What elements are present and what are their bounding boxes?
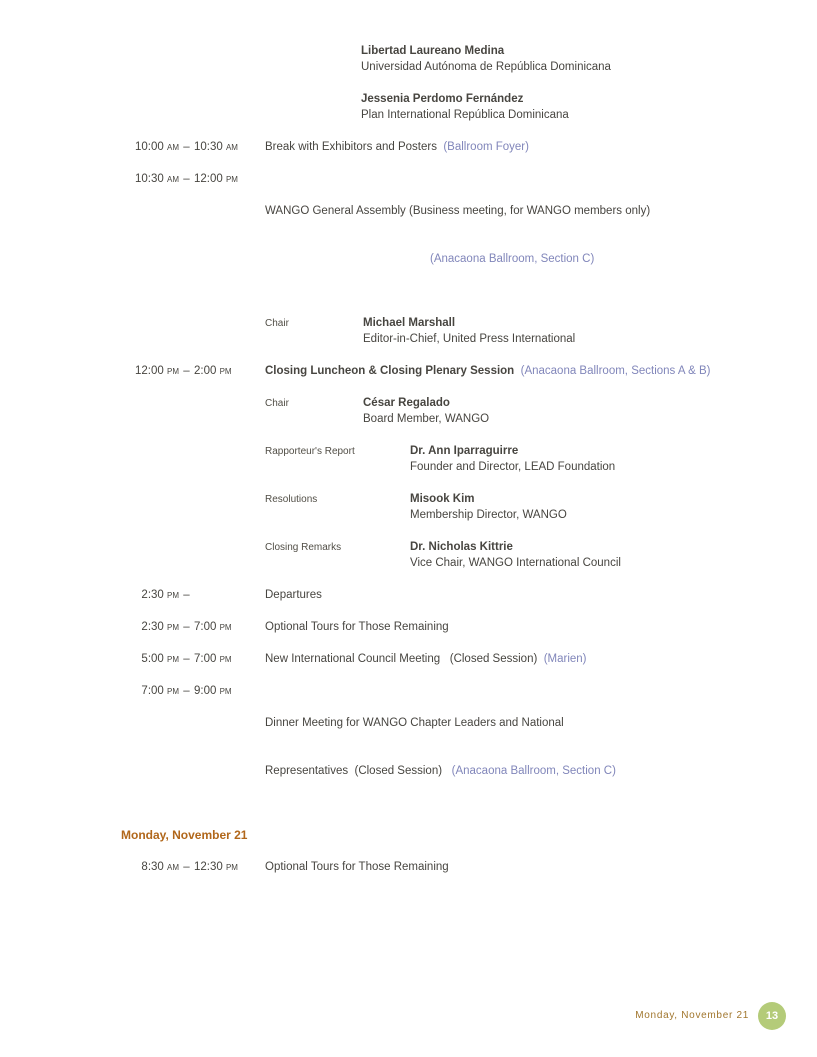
schedule-row [121, 651, 781, 667]
end-time: 2:00 pm [194, 365, 232, 377]
session-title: Dinner Meeting for WANGO Chapter Leaders and National [265, 717, 564, 729]
start-time: 10:30 am [135, 173, 179, 185]
schedule-row [121, 363, 781, 379]
time-range [121, 587, 265, 603]
time-range [121, 171, 265, 187]
person-affiliation: Vice Chair, WANGO International Council [410, 557, 621, 569]
speaker-affiliation: Plan International República Dominicana [361, 109, 569, 121]
session-title: WANGO General Assembly (Business meeting, for WANGO members only) [265, 205, 651, 217]
person-name: Dr. Ann Iparraguirre [410, 445, 519, 457]
time-dash: – [183, 685, 190, 697]
session-title: Closing Luncheon & Closing Plenary Session [265, 365, 521, 377]
person-affiliation: Founder and Director, LEAD Foundation [410, 461, 616, 473]
start-time: 2:30 pm [141, 621, 179, 633]
speaker-name: Jessenia Perdomo Fernández [361, 93, 524, 105]
end-time: 12:00 pm [194, 173, 238, 185]
role-person [410, 443, 615, 475]
session-body [265, 683, 781, 811]
person-affiliation: Membership Director, WANGO [410, 509, 567, 521]
end-time: 12:30 pm [194, 861, 238, 873]
session-role-entry [265, 395, 781, 427]
time-range [121, 651, 265, 667]
session-title-line [265, 363, 781, 379]
start-time: 2:30 pm [141, 589, 179, 601]
session-location: (Anacaona Ballroom, Sections A & B) [520, 365, 711, 377]
time-dash: – [183, 173, 190, 185]
schedule-row [121, 859, 781, 875]
session-body [265, 171, 781, 299]
role-person [363, 315, 575, 347]
session-title: Departures [265, 589, 322, 601]
time-dash: – [183, 589, 190, 601]
session-title: Optional Tours for Those Remaining [265, 861, 449, 873]
page-number: 13 [765, 1010, 779, 1022]
role-label: Closing Remarks [265, 542, 342, 553]
time-range [121, 139, 265, 155]
role-label: Chair [265, 398, 289, 409]
end-time: 10:30 am [194, 141, 238, 153]
role-person [410, 491, 567, 523]
end-time: 9:00 pm [194, 685, 232, 697]
time-range [121, 619, 265, 635]
time-dash: – [183, 365, 190, 377]
end-time: 7:00 pm [194, 653, 232, 665]
session-title-line [265, 651, 781, 667]
speaker-entry [361, 91, 781, 123]
schedule-row [121, 619, 781, 635]
time-dash: – [183, 141, 190, 153]
start-time: 10:00 am [135, 141, 179, 153]
time-range [121, 683, 265, 699]
time-range [121, 363, 265, 379]
session-role-entry [265, 539, 781, 571]
session-title: Break with Exhibitors and Posters [265, 141, 444, 153]
page-content [121, 43, 781, 891]
time-dash: – [183, 621, 190, 633]
session-title: New International Council Meeting (Closed Session) [265, 653, 544, 665]
end-time: 7:00 pm [194, 621, 232, 633]
session-location: (Anacaona Ballroom, Section C) [451, 765, 616, 777]
person-affiliation: Board Member, WANGO [363, 413, 490, 425]
session-role-entry [265, 491, 781, 523]
page-footer [635, 1002, 786, 1030]
role-person [363, 395, 489, 427]
speaker-affiliation: Universidad Autónoma de República Dominicana [361, 61, 611, 73]
session-title-line [265, 139, 781, 155]
person-name: César Regalado [363, 397, 450, 409]
speaker-entry [361, 43, 781, 75]
role-label: Rapporteur's Report [265, 446, 355, 457]
start-time: 12:00 pm [135, 365, 179, 377]
person-affiliation: Editor-in-Chief, United Press International [363, 333, 576, 345]
schedule-row [121, 587, 781, 603]
session-location: (Anacaona Ballroom, Section C) [430, 253, 595, 265]
session-role-entry [265, 315, 781, 347]
end-time [194, 587, 265, 603]
person-name: Michael Marshall [363, 317, 456, 329]
schedule-row [121, 683, 781, 811]
session-title: Optional Tours for Those Remaining [265, 621, 449, 633]
schedule-row [121, 171, 781, 299]
person-name: Dr. Nicholas Kittrie [410, 541, 513, 553]
person-name: Misook Kim [410, 493, 475, 505]
time-range [121, 859, 265, 875]
footer-date: Monday, November 21 [635, 1010, 749, 1021]
day-heading: Monday, November 21 [121, 828, 248, 842]
speaker-name: Libertad Laureano Medina [361, 45, 505, 57]
session-title-continuation: Representatives (Closed Session) [265, 765, 452, 777]
role-label: Resolutions [265, 494, 318, 505]
page-number-badge [758, 1002, 786, 1030]
role-label: Chair [265, 318, 289, 329]
time-dash: – [183, 653, 190, 665]
start-time: 5:00 pm [141, 653, 179, 665]
role-person [410, 539, 621, 571]
start-time: 8:30 am [141, 861, 179, 873]
session-location: (Marien) [543, 653, 587, 665]
start-time: 7:00 pm [141, 685, 179, 697]
time-dash: – [183, 861, 190, 873]
session-role-entry [265, 443, 781, 475]
schedule-row [121, 139, 781, 155]
session-title-line2 [265, 763, 781, 779]
session-location: (Ballroom Foyer) [443, 141, 529, 153]
